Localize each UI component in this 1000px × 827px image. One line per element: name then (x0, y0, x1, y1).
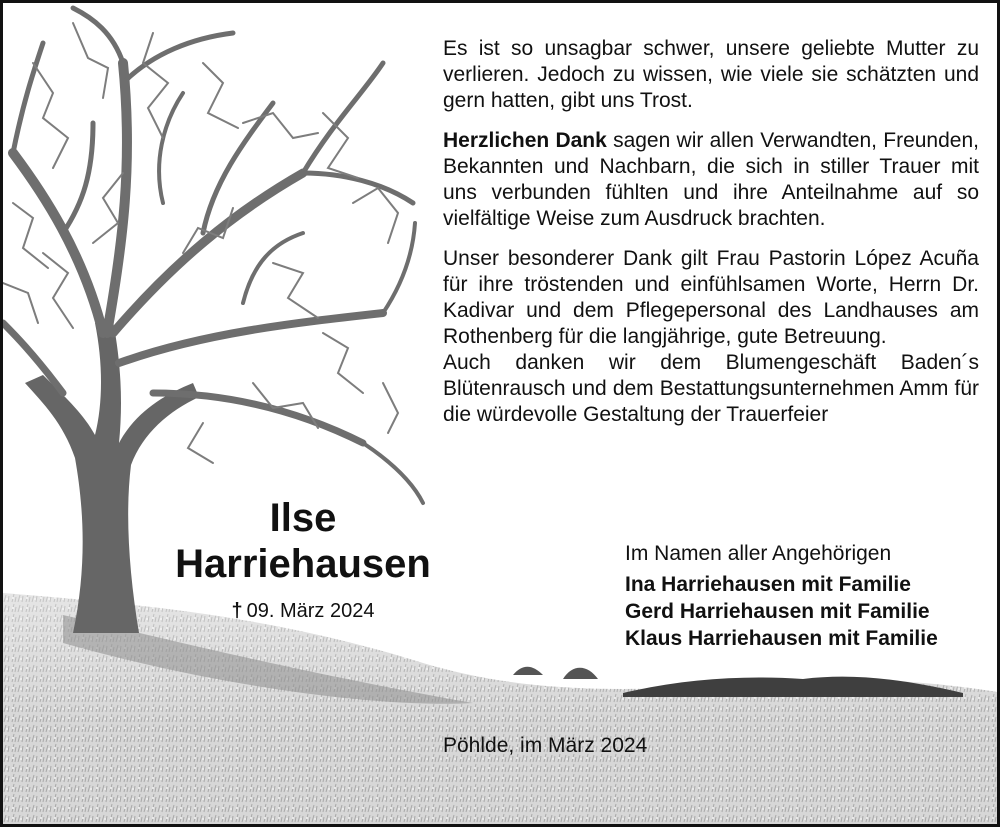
deceased-last-name: Harriehausen (175, 542, 431, 586)
more-thanks-paragraph: Auch danken wir dem Blumengeschäft Baden´s Blütenrausch und dem Bestattungsunternehmen Amm für die würdevolle Gestaltung der Trauerfeier (443, 351, 979, 426)
thanks-text: sagen wir allen Verwandten, Freunden, Bekannten und Nachbarn, die sich in stiller Trauer mit uns verbunden fühlten und ihre Anteilnahme auf so vielfältige Weise zum Ausdruck brachten. (443, 129, 979, 230)
intro-paragraph: Es ist so unsagbar schwer, unsere geliebte Mutter zu verlieren. Jedoch zu wissen, wie viele sie schätzten und gern hatten, gibt uns Trost. (443, 37, 979, 112)
family-name: Klaus Harriehausen mit Familie (625, 627, 938, 650)
place-date: Pöhlde, im März 2024 (443, 734, 648, 757)
deceased-first-name: Ilse (269, 496, 337, 540)
thanks-lead: Herzlichen Dank (443, 129, 607, 152)
cross-icon: † (231, 600, 243, 622)
signature-lead: Im Namen aller Angehörigen (625, 542, 892, 565)
special-thanks-paragraph: Unser besonderer Dank gilt Frau Pastorin López Acuña für ihre tröstenden und einfühlsamen Worte, Herrn Dr. Kadivar und dem Pflegepersonal des Landhauses am Rothenberg für die langjährige, gute Betreuung. (443, 247, 979, 348)
death-date-line (138, 597, 468, 625)
thank-you-text (443, 36, 979, 428)
family-name: Gerd Harriehausen mit Familie (625, 600, 930, 623)
family-name: Ina Harriehausen mit Familie (625, 573, 911, 596)
thanks-paragraph (443, 128, 979, 232)
signature-block (625, 540, 938, 652)
deceased-name-block (138, 495, 468, 625)
death-date: 09. März 2024 (246, 600, 375, 622)
